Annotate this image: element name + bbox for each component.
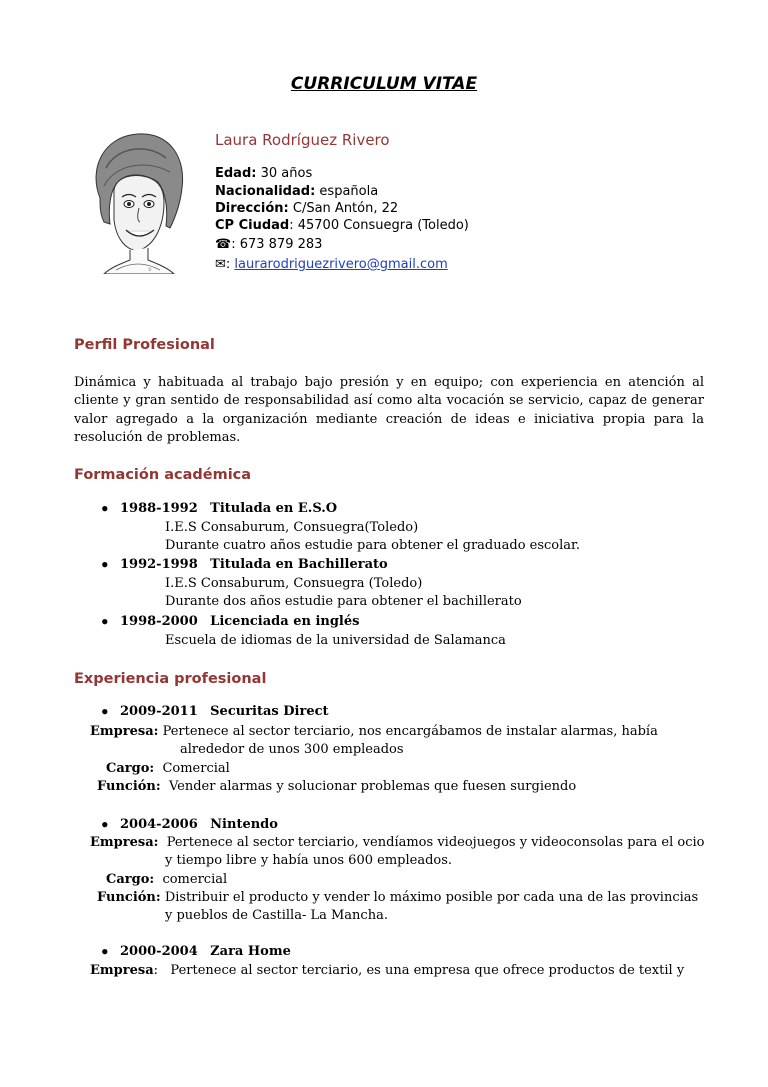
city-line — [215, 218, 469, 233]
formacion-line: I.E.S Consaburum, Consuegra (Toledo) — [165, 576, 423, 591]
nationality-line — [215, 184, 378, 199]
funcion-text: Vender alarmas y solucionar problemas que fuesen surgiendo — [168, 779, 577, 794]
cargo-text: comercial — [162, 872, 228, 887]
empresa-sep: : — [153, 963, 159, 978]
funcion-label: Función: — [97, 779, 161, 794]
formacion-item-2 — [100, 556, 388, 574]
empresa-text: Pertenece al sector terciario, es una empresa que ofrece productos de textil y — [170, 963, 685, 978]
job-empresa-line — [90, 835, 704, 850]
email-link[interactable]: laurarodriguezrivero@gmail.com — [234, 257, 448, 272]
age-value: 30 años — [260, 166, 313, 181]
age-label: Edad: — [215, 166, 257, 181]
job-funcion-line — [97, 890, 698, 905]
address-line — [215, 201, 398, 216]
city-value: : 45700 Consuegra (Toledo) — [289, 218, 469, 233]
job-item-1 — [100, 703, 329, 721]
job-company: Zara Home — [210, 944, 291, 959]
job-funcion-line — [97, 779, 576, 794]
empresa-text: Pertenece al sector terciario, nos encargábamos de instalar alarmas, había — [162, 724, 658, 739]
bullet: • — [100, 816, 110, 834]
empresa-text-cont: alrededor de unos 300 empleados — [180, 742, 404, 757]
formacion-title: Titulada en Bachillerato — [210, 557, 388, 572]
job-item-3 — [100, 943, 291, 961]
formacion-line: Escuela de idiomas de la universidad de Salamanca — [165, 633, 506, 648]
empresa-text-cont: y tiempo libre y había unos 600 empleados. — [165, 853, 453, 868]
bullet: • — [100, 500, 110, 518]
funcion-text: Distribuir el producto y vender lo máximo posible por cada una de las provincias — [164, 890, 699, 905]
formacion-line: I.E.S Consaburum, Consuegra(Toledo) — [165, 520, 419, 535]
cargo-text: Comercial — [162, 761, 230, 776]
city-label: CP Ciudad — [215, 218, 290, 233]
email-separator: : — [225, 257, 235, 272]
email-line — [215, 257, 448, 272]
section-heading-experiencia: Experiencia profesional — [74, 671, 267, 687]
phone-value: : 673 879 283 — [231, 237, 323, 252]
job-years: 2009-2011 — [120, 704, 198, 719]
funcion-label: Función: — [97, 890, 161, 905]
phone-line — [215, 237, 322, 252]
candidate-name: Laura Rodríguez Rivero — [215, 131, 390, 149]
job-cargo-line — [106, 872, 227, 887]
empresa-label: Empresa: — [90, 724, 159, 739]
telephone-icon: ☎ — [215, 237, 232, 252]
section-heading-perfil: Perfil Profesional — [74, 337, 215, 353]
envelope-icon: ✉ — [215, 257, 226, 272]
job-cargo-line — [106, 761, 230, 776]
nationality-label: Nacionalidad: — [215, 184, 316, 199]
bullet: • — [100, 943, 110, 961]
bullet: • — [100, 613, 110, 631]
formacion-years: 1992-1998 — [120, 557, 198, 572]
address-value: C/San Antón, 22 — [292, 201, 399, 216]
job-company: Nintendo — [210, 817, 278, 832]
cargo-label: Cargo: — [106, 872, 155, 887]
bullet: • — [100, 703, 110, 721]
formacion-item-1 — [100, 500, 338, 518]
formacion-years: 1988-1992 — [120, 501, 198, 516]
empresa-label: Empresa — [90, 963, 154, 978]
funcion-text-cont: y pueblos de Castilla- La Mancha. — [165, 908, 388, 923]
profile-caricature-image — [86, 128, 188, 274]
nationality-value: española — [319, 184, 379, 199]
job-empresa-line — [90, 963, 684, 978]
empresa-label: Empresa: — [90, 835, 159, 850]
job-company: Securitas Direct — [210, 704, 329, 719]
bullet: • — [100, 556, 110, 574]
formacion-item-3 — [100, 613, 360, 631]
empresa-text: Pertenece al sector terciario, vendíamos videojuegos y videoconsolas para el ocio — [166, 835, 705, 850]
job-years: 2004-2006 — [120, 817, 198, 832]
address-label: Dirección: — [215, 201, 289, 216]
job-years: 2000-2004 — [120, 944, 198, 959]
cargo-label: Cargo: — [106, 761, 155, 776]
perfil-text: Dinámica y habituada al trabajo bajo presión y en equipo; con experiencia en atención al cliente y gran sentido de responsabilidad así como alta vocación se servicio, capaz de generar valor agregado a la organización mediante creación de ideas e iniciativa propia para la resolución de problemas. — [74, 375, 704, 446]
job-item-2 — [100, 816, 278, 834]
formacion-title: Titulada en E.S.O — [210, 501, 338, 516]
formacion-years: 1998-2000 — [120, 614, 198, 629]
age-line — [215, 166, 312, 181]
svg-text:©: © — [148, 267, 152, 272]
formacion-line: Durante dos años estudie para obtener el bachillerato — [165, 594, 522, 609]
document-title: CURRICULUM VITAE — [290, 74, 478, 94]
formacion-title: Licenciada en inglés — [210, 614, 360, 629]
job-empresa-line — [90, 724, 658, 739]
formacion-line: Durante cuatro años estudie para obtener el graduado escolar. — [165, 538, 580, 553]
section-heading-formacion: Formación académica — [74, 467, 252, 483]
